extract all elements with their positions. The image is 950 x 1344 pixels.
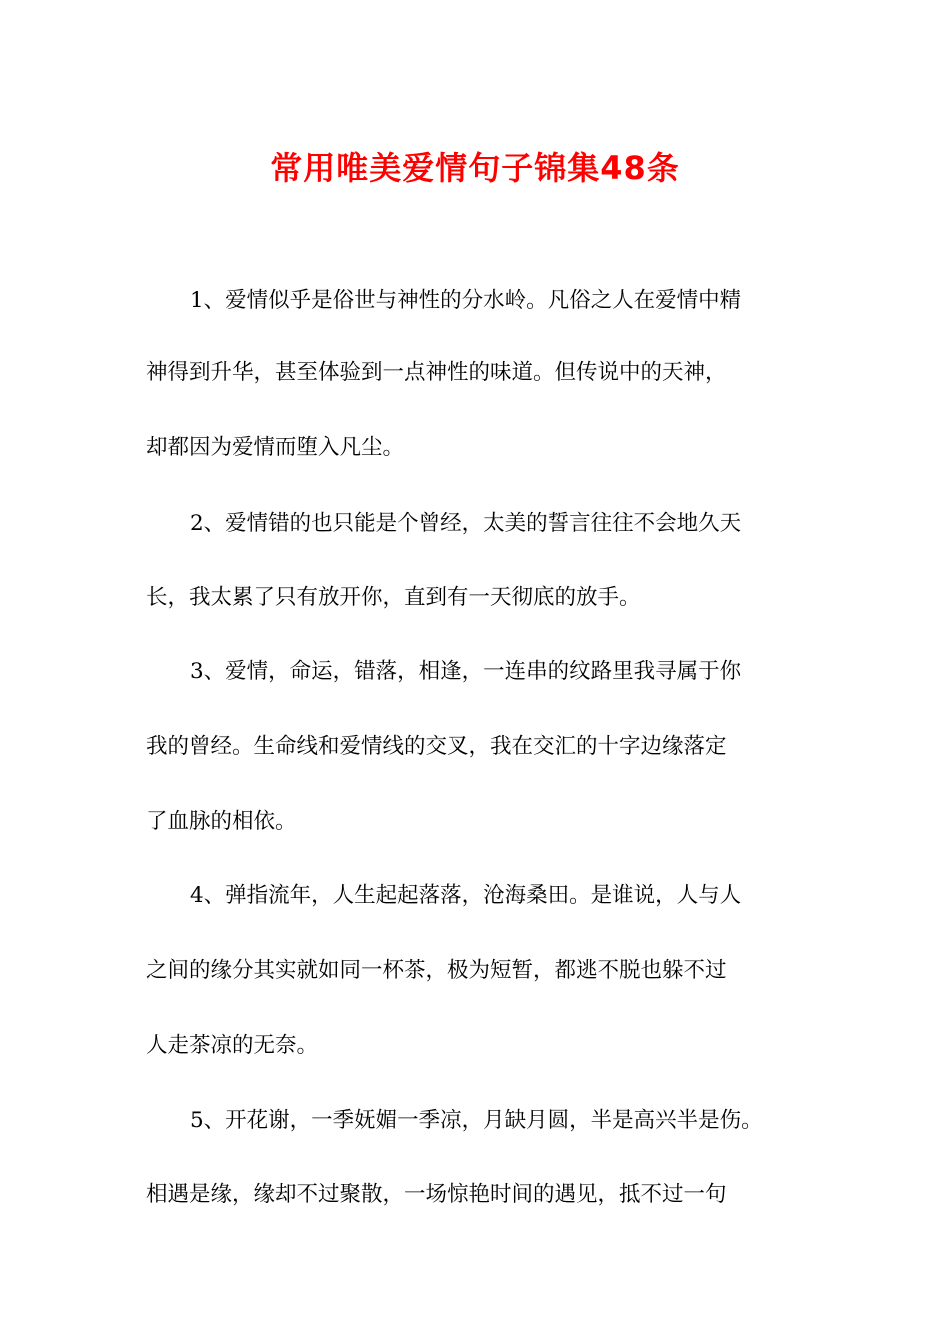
paragraph-1-line-3: 却都因为爱情而堕入凡尘。 [146,435,405,460]
paragraph-5-line-1: 5、开花谢，一季妩媚一季凉，月缺月圆，半是高兴半是伤。 [190,1108,763,1133]
paragraph-2-line-1: 2、爱情错的也只能是个曾经，太美的誓言往往不会地久天 [190,511,742,536]
paragraph-4-line-3: 人走茶凉的无奈。 [146,1033,319,1058]
paragraph-1-line-2: 神得到升华，甚至体验到一点神性的味道。但传说中的天神， [146,360,727,385]
paragraph-3-line-3: 了血脉的相依。 [146,809,297,834]
paragraph-4-line-2: 之间的缘分其实就如同一杯茶，极为短暂，都逃不脱也躲不过 [146,958,727,983]
paragraph-3-line-1: 3、爱情，命运，错落，相逢，一连串的纹路里我寻属于你 [190,659,742,684]
document-title: 常用唯美爱情句子锦集48条 [270,149,680,187]
paragraph-2-line-2: 长，我太累了只有放开你，直到有一天彻底的放手。 [146,585,641,610]
paragraph-4-line-1: 4、弹指流年，人生起起落落，沧海桑田。是谁说，人与人 [190,883,742,908]
paragraph-1-line-1: 1、爱情似乎是俗世与神性的分水岭。凡俗之人在爱情中精 [190,288,742,313]
paragraph-3-line-2: 我的曾经。生命线和爱情线的交叉，我在交汇的十字边缘落定 [146,734,727,759]
paragraph-5-line-2: 相遇是缘，缘却不过聚散，一场惊艳时间的遇见，抵不过一句 [146,1182,727,1207]
